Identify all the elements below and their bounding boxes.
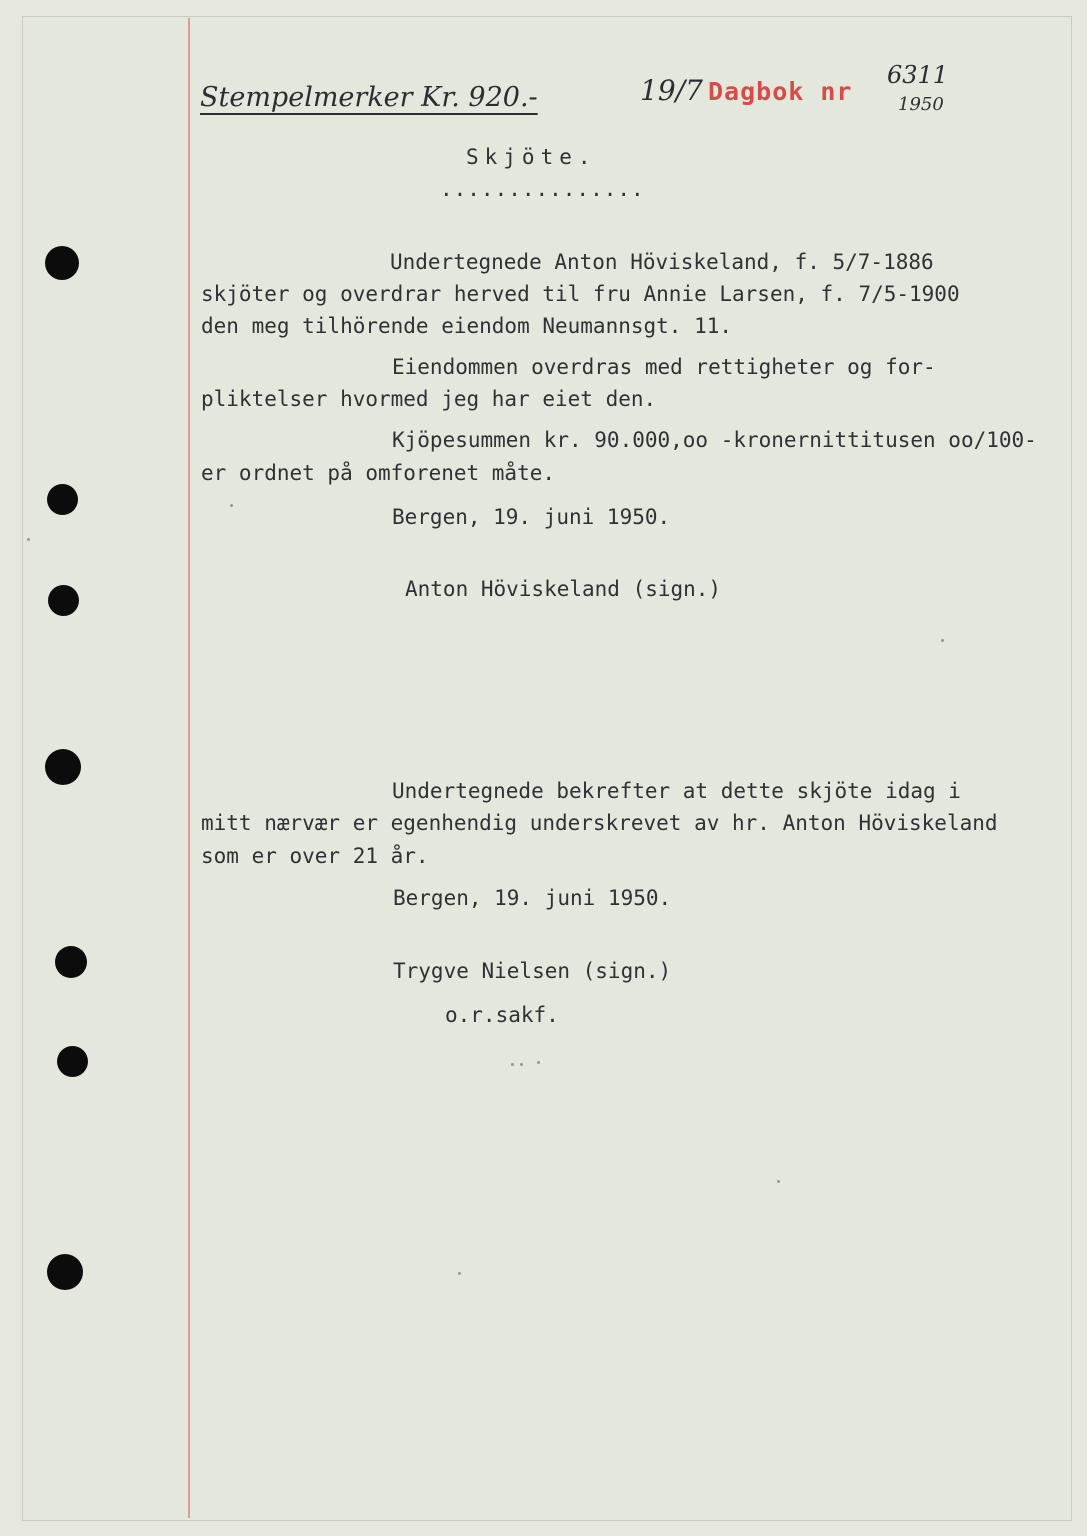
punch-hole-1 bbox=[45, 246, 79, 280]
body-line-6: Kjöpesummen kr. 90.000,oo -kronernittitusen oo/100- bbox=[392, 428, 1037, 452]
document-title: Skjöte. bbox=[466, 145, 597, 169]
witness-title: o.r.sakf. bbox=[445, 1003, 559, 1027]
register-number-handwritten: 6311 bbox=[887, 61, 949, 89]
punch-hole-4 bbox=[45, 749, 81, 785]
body-line-4: Eiendommen overdras med rettigheter og for- bbox=[392, 355, 936, 379]
date-note-handwritten: 19/7 bbox=[640, 74, 703, 107]
body-line-5: pliktelser hvormed jeg har eiet den. bbox=[201, 387, 657, 411]
attestation-line-3: som er over 21 år. bbox=[201, 844, 429, 868]
red-margin-rule bbox=[188, 18, 190, 1518]
attestation-date: Bergen, 19. juni 1950. bbox=[393, 886, 672, 910]
register-stamp-label: Dagbok nr bbox=[708, 77, 853, 106]
body-line-2: skjöter og overdrar herved til fru Annie Larsen, f. 7/5-1900 bbox=[201, 282, 960, 306]
body-line-3: den meg tilhörende eiendom Neumannsgt. 11. bbox=[201, 314, 733, 338]
register-year-handwritten: 1950 bbox=[898, 94, 944, 115]
seller-signature: Anton Höviskeland (sign.) bbox=[405, 577, 722, 601]
body-line-1: Undertegnede Anton Höviskeland, f. 5/7-1886 bbox=[390, 250, 934, 274]
attestation-line-1: Undertegnede bekrefter at dette skjöte idag i bbox=[392, 779, 961, 803]
punch-hole-6 bbox=[57, 1046, 88, 1077]
punch-hole-7 bbox=[47, 1254, 83, 1290]
punch-hole-5 bbox=[55, 946, 87, 978]
attestation-line-2: mitt nærvær er egenhendig underskrevet av hr. Anton Höviskeland bbox=[201, 811, 998, 835]
body-line-7: er ordnet på omforenet måte. bbox=[201, 461, 556, 485]
witness-signature: Trygve Nielsen (sign.) bbox=[393, 959, 672, 983]
stamp-fee-handwritten: Stempelmerker Kr. 920.- bbox=[200, 82, 538, 113]
punch-hole-3 bbox=[48, 585, 79, 616]
punch-hole-2 bbox=[47, 484, 78, 515]
title-dotted-rule: ............... bbox=[440, 177, 645, 201]
body-line-8: Bergen, 19. juni 1950. bbox=[392, 505, 671, 529]
paper-sheet bbox=[22, 16, 1072, 1521]
